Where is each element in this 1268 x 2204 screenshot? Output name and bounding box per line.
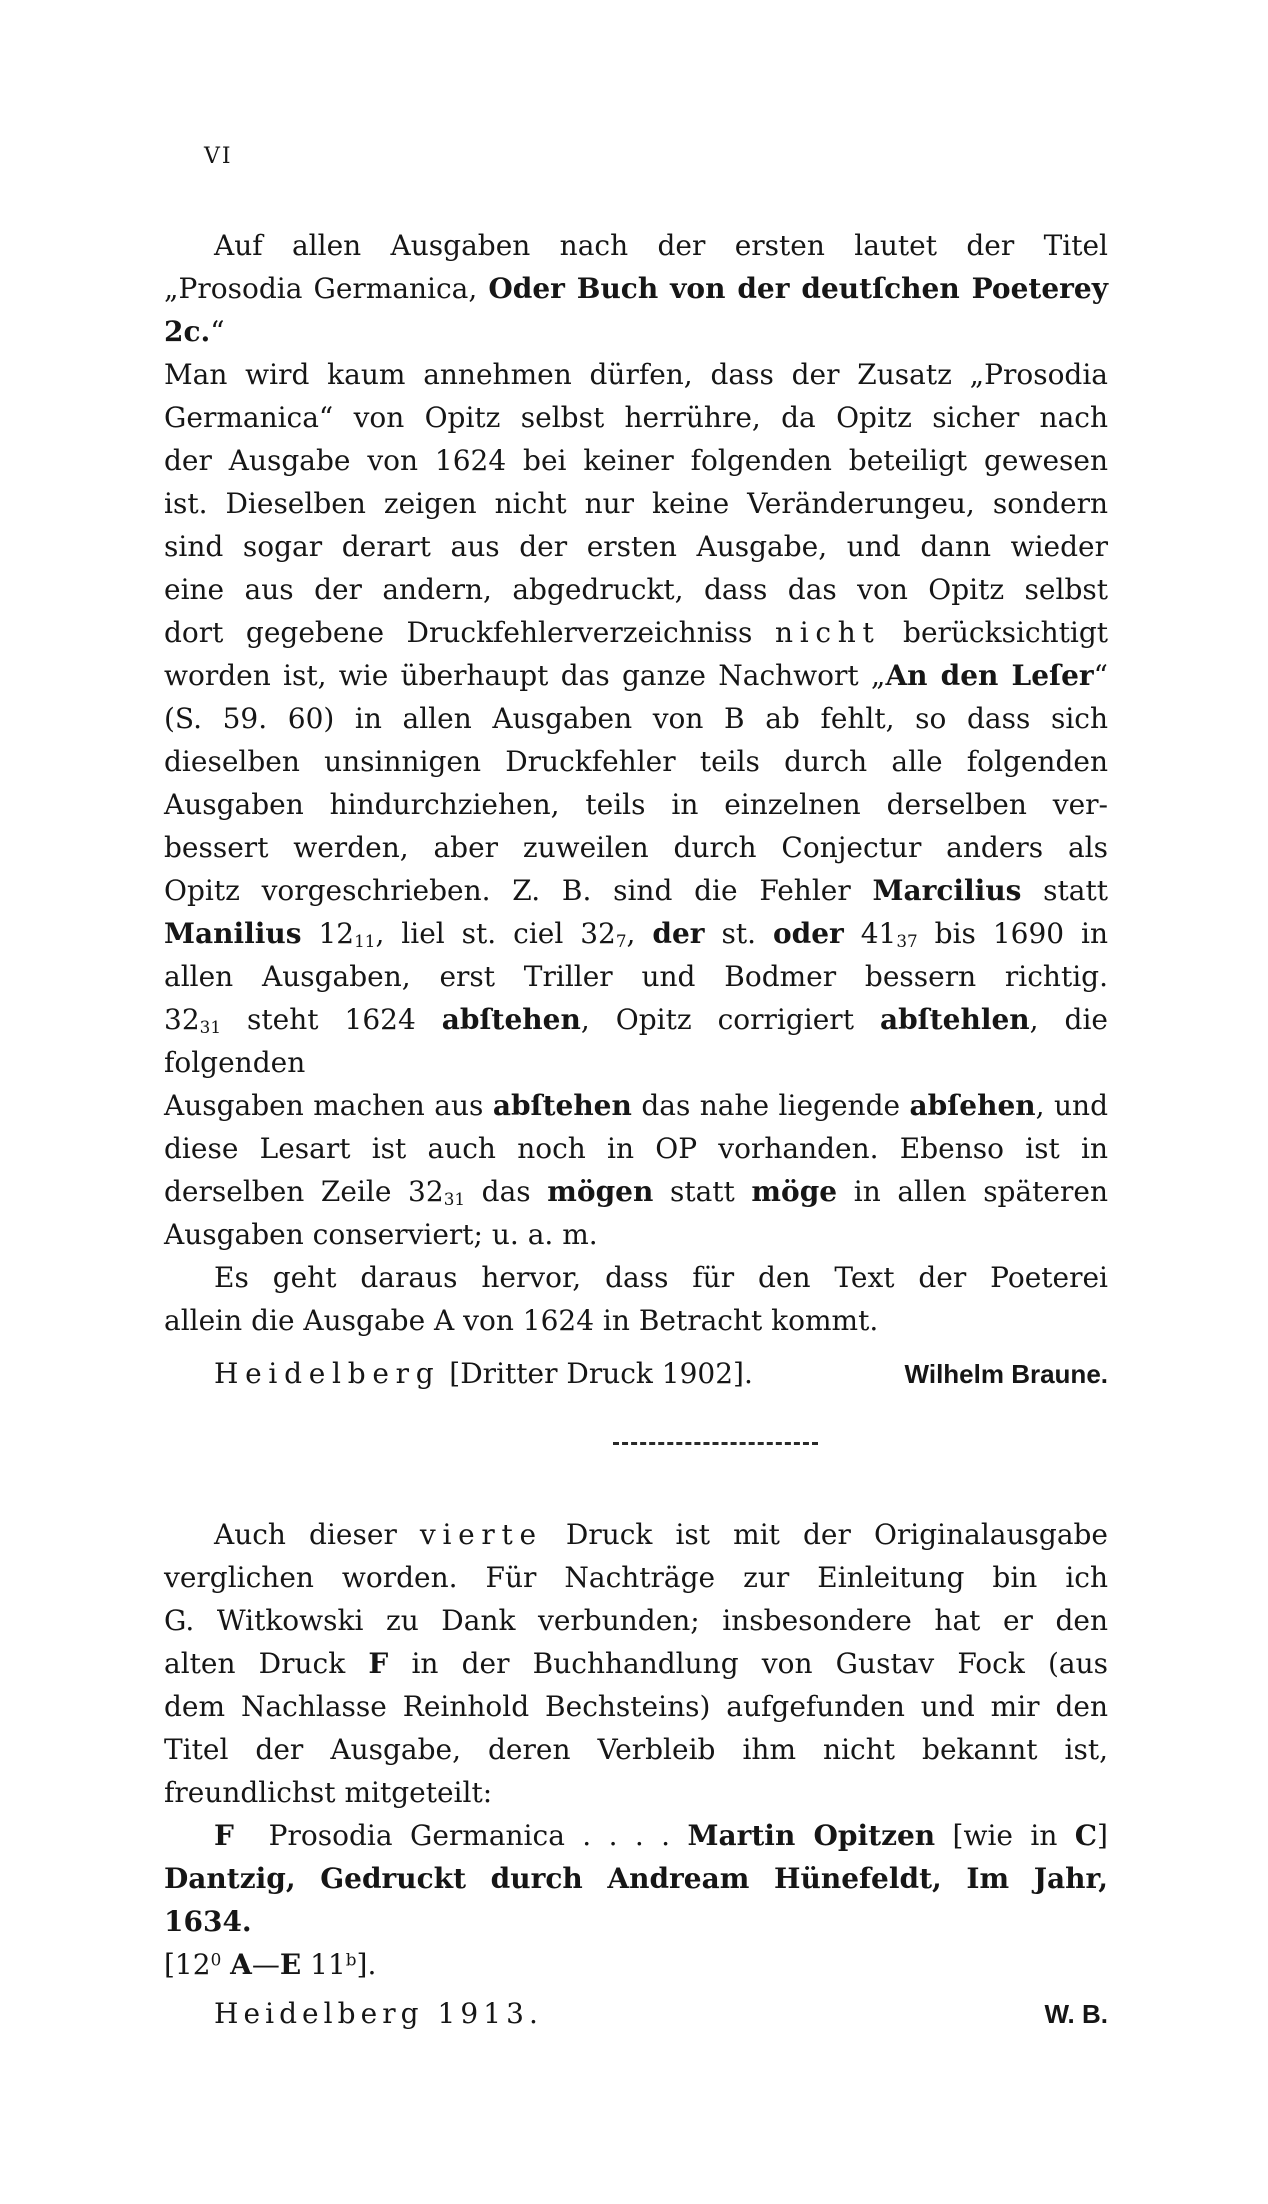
text-segment: Wilhelm Braune.: [904, 1359, 1108, 1389]
text-segment: —: [251, 1948, 280, 1981]
text-segment: allen Ausgaben, erst Triller und Bodmer bessern richtig.: [164, 960, 1108, 993]
text-segment: statt: [653, 1175, 752, 1208]
text-line: [164, 998, 1108, 1084]
text-segment: Man wird kaum annehmen dürfen, dass der Zusatz „Prosodia: [164, 358, 1108, 391]
text-segment: Ausgaben hindurchziehen, teils in einzelnen derselben ver-: [164, 788, 1108, 821]
text-segment: ,: [626, 917, 653, 950]
text-segment: Germanica“ von Opitz selbst herrühre, da Opitz sicher nach: [164, 401, 1108, 434]
text-segment: [Dritter Druck 1902].: [440, 1357, 753, 1390]
signature-wb: [164, 1992, 1108, 2036]
text-segment: „Prosodia Germanica,: [164, 272, 489, 305]
text-line: [164, 353, 1108, 396]
text-segment: [wie in: [935, 1819, 1075, 1852]
fraktur-text: möge: [751, 1175, 838, 1208]
fraktur-text: Dantzig, Gedruckt durch Andream Hünefeldt, Im Jahr, 1634.: [164, 1862, 1108, 1938]
text-line: [164, 1213, 1108, 1256]
text-segment: statt: [1021, 874, 1108, 907]
text-segment: bis 1690 in: [917, 917, 1109, 950]
fraktur-text: Manilius: [164, 917, 302, 950]
text-segment: 41: [843, 917, 897, 950]
text-line: [164, 1814, 1108, 1857]
text-line: [164, 482, 1108, 525]
text-line: [164, 1642, 1108, 1685]
text-segment: nicht: [774, 616, 881, 649]
text-segment: Druck ist mit der Originalausgabe: [542, 1518, 1109, 1551]
text-segment: , die folgenden: [164, 1003, 1109, 1079]
text-line: [164, 525, 1108, 568]
text-segment: G. Witkowski zu Dank verbunden; insbesondere hat er den: [164, 1604, 1108, 1637]
text-line: [164, 1857, 1108, 1943]
fraktur-text: An den Leſer: [885, 659, 1094, 692]
text-segment: st.: [704, 917, 773, 950]
text-segment: eine aus der andern, abgedruckt, dass das von Opitz selbst: [164, 573, 1108, 606]
text-segment: worden ist, wie überhaupt das ganze Nachwort „: [164, 659, 886, 692]
text-line: [164, 224, 1108, 267]
fraktur-text: Oder Buch von der deutſchen Poeterey 2c.: [164, 272, 1108, 348]
text-line: [164, 826, 1108, 869]
text-segment: Ausgaben machen aus: [164, 1089, 493, 1122]
text-line: [164, 1513, 1108, 1556]
text-segment: der Ausgabe von 1624 bei keiner folgenden beteiligt gewesen: [164, 444, 1108, 477]
fraktur-text: abſtehen: [492, 1089, 632, 1122]
text-segment: F: [368, 1647, 389, 1680]
text-segment: vierte: [419, 1518, 543, 1551]
text-segment: ist. Dieselben zeigen nicht nur keine Veränderungeu, sondern: [164, 487, 1108, 520]
text-line: [164, 1556, 1108, 1599]
text-segment: derselben Zeile 32: [164, 1175, 444, 1208]
text-segment: F: [214, 1819, 234, 1852]
text-segment: W. B.: [1044, 1999, 1108, 2029]
text-segment: in der Buchhandlung von Gustav Fock (aus: [388, 1647, 1108, 1680]
text-segment: Es geht daraus hervor, dass für den Text der Poeterei: [214, 1261, 1108, 1294]
text-line: [164, 267, 1108, 353]
signature-place-date: [164, 1992, 543, 2035]
text-line: [164, 1084, 1108, 1127]
text-segment: Auf allen Ausgaben nach der ersten lautet der Titel: [214, 229, 1108, 262]
text-segment: 11: [354, 931, 376, 952]
text-segment: , Opitz corrigiert: [580, 1003, 880, 1036]
text-line: [164, 1599, 1108, 1642]
text-segment: ]: [1097, 1819, 1108, 1852]
text-segment: verglichen worden. Für Nachträge zur Einleitung bin ich: [164, 1561, 1108, 1594]
text-line: [164, 654, 1108, 697]
text-segment: 11: [301, 1948, 346, 1981]
text-line: [164, 740, 1108, 783]
text-line: [164, 1170, 1108, 1213]
text-segment: Heidelberg: [214, 1357, 441, 1390]
text-segment: Ausgaben conserviert; u. a. m.: [164, 1218, 598, 1251]
text-line: [164, 1685, 1108, 1728]
text-segment: dem Nachlasse Reinhold Bechsteins) aufgefunden und mir den: [164, 1690, 1108, 1723]
text-line: [164, 1728, 1108, 1771]
text-segment: 0: [210, 1949, 222, 1970]
text-segment: [12: [164, 1948, 211, 1981]
text-segment: 7: [615, 931, 627, 952]
text-segment: Prosodia Germanica . . . .: [233, 1819, 688, 1852]
text-segment: 32: [164, 1003, 200, 1036]
text-line: [164, 1299, 1108, 1342]
paragraph-2: [164, 1256, 1108, 1342]
paragraph-3: [164, 1513, 1108, 1814]
paragraph-4: [164, 1814, 1108, 1986]
text-segment: ].: [356, 1948, 377, 1981]
fraktur-text: A: [230, 1948, 252, 1981]
text-column: [164, 224, 1108, 2036]
text-segment: , und: [1035, 1089, 1108, 1122]
text-segment: freundlichst mitgeteilt:: [164, 1776, 493, 1809]
fraktur-text: oder: [772, 917, 844, 950]
signature-author: [905, 1352, 1108, 1396]
fraktur-text: mögen: [547, 1175, 654, 1208]
signature-author: [1044, 1992, 1108, 2036]
fraktur-text: E: [279, 1948, 302, 1981]
text-segment: Auch dieser: [214, 1518, 420, 1551]
text-line: [164, 611, 1108, 654]
text-line: [164, 1256, 1108, 1299]
text-segment: sind sogar derart aus der ersten Ausgabe, und dann wieder: [164, 530, 1108, 563]
text-segment: Opitz vorgeschrieben. Z. B. sind die Fehler: [164, 874, 873, 907]
text-line: [164, 783, 1108, 826]
text-segment: [221, 1948, 230, 1981]
text-segment: 31: [443, 1189, 466, 1210]
fraktur-text: der: [652, 917, 705, 950]
text-segment: 12: [301, 917, 355, 950]
text-line: [164, 1771, 1108, 1814]
text-segment: allein die Ausgabe A von 1624 in Betracht kommt.: [164, 1304, 879, 1337]
fraktur-text: abſtehen: [441, 1003, 581, 1036]
text-segment: C: [1074, 1819, 1098, 1852]
text-line: [164, 869, 1108, 912]
text-segment: (S. 59. 60) in allen Ausgaben von B ab fehlt, so dass sich: [164, 702, 1108, 735]
text-segment: dieselben unsinnigen Druckfehler teils durch alle folgenden: [164, 745, 1108, 778]
text-segment: 37: [896, 931, 918, 952]
page-number: VI: [204, 144, 233, 169]
text-line: [164, 1127, 1108, 1170]
text-segment: dort gegebene Druckfehlerverzeichniss: [164, 616, 775, 649]
dashed-rule: [613, 1442, 818, 1445]
text-segment: das nahe liegende: [631, 1089, 910, 1122]
text-segment: Titel der Ausgabe, deren Verbleib ihm nicht bekannt ist,: [164, 1733, 1108, 1766]
fraktur-text: abſehen: [909, 1089, 1036, 1122]
text-line: [164, 396, 1108, 439]
text-segment: bessert werden, aber zuweilen durch Conjectur anders als: [164, 831, 1108, 864]
text-segment: diese Lesart ist auch noch in OP vorhanden. Ebenso ist in: [164, 1132, 1108, 1165]
text-segment: “: [210, 315, 225, 348]
text-segment: , liel st. ciel 32: [375, 917, 616, 950]
text-line: [164, 439, 1108, 482]
paragraph-1: [164, 224, 1108, 1256]
signature-place-date: [164, 1352, 753, 1395]
text-segment: in allen späteren: [837, 1175, 1108, 1208]
text-segment: 31: [199, 1017, 221, 1038]
text-segment: alten Druck: [164, 1647, 369, 1680]
fraktur-text: Marcilius: [872, 874, 1022, 907]
text-segment: “: [1093, 659, 1108, 692]
text-segment: steht 1624: [221, 1003, 442, 1036]
text-segment: das: [465, 1175, 548, 1208]
text-line: [164, 697, 1108, 740]
signature-braune: [164, 1352, 1108, 1396]
text-segment: Heidelberg 1913.: [214, 1997, 543, 2030]
text-segment: berücksichtigt: [880, 616, 1108, 649]
text-segment: b: [345, 1949, 357, 1970]
fraktur-text: abſtehlen: [879, 1003, 1030, 1036]
fraktur-text: Martin Opitzen: [687, 1819, 936, 1852]
text-line: [164, 912, 1108, 955]
text-line: [164, 955, 1108, 998]
text-line: [164, 568, 1108, 611]
text-line: [164, 1943, 1108, 1986]
